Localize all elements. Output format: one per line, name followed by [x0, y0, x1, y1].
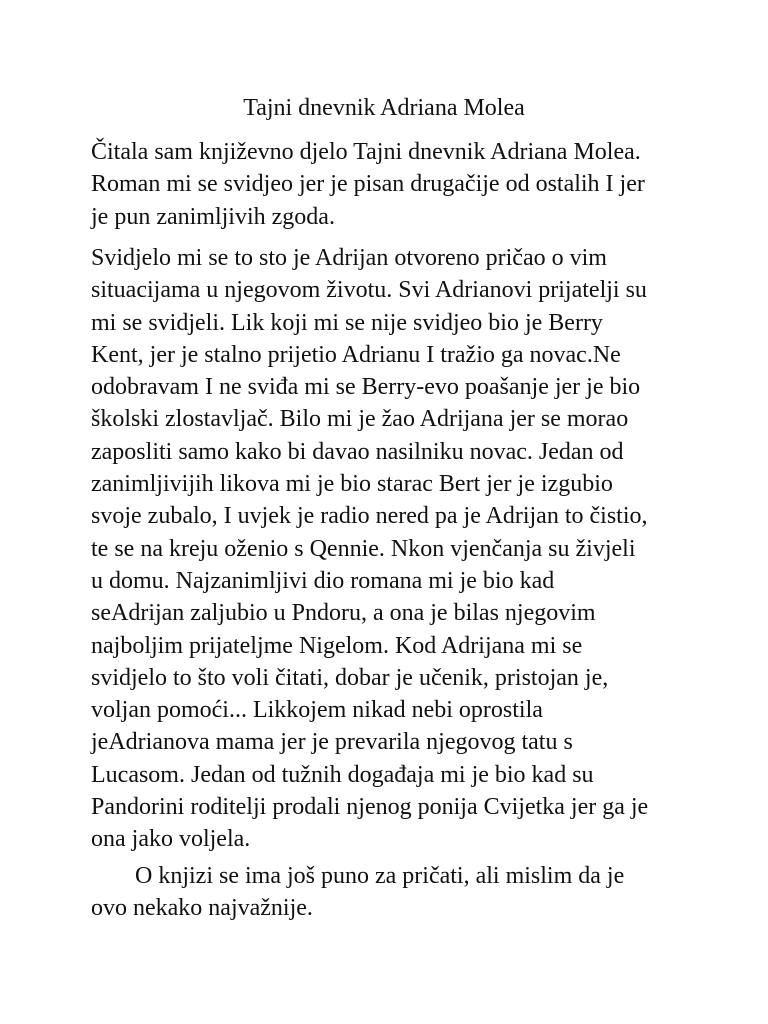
- text-line: Svidjelo mi se to sto je Adrijan otvoreno pričao o vim: [91, 245, 607, 271]
- text-line: Čitala sam književno djelo Tajni dnevnik Adriana Molea.: [91, 139, 641, 165]
- text-line: zanimljivijih likova mi je bio starac Bert jer je izgubio: [91, 471, 613, 498]
- text-line: je pun zanimljivih zgoda.: [91, 203, 335, 230]
- text-line: odobravam I ne sviđa mi se Berry-evo poašanje jer je bio: [91, 374, 641, 401]
- text-line: zaposliti samo kako bi davao nasilniku novac. Jedan od: [91, 438, 624, 465]
- text-line: jeAdrianova mama jer je prevarila njegovog tatu s: [91, 729, 573, 756]
- text-line: voljan pomoći... Likkojem nikad nebi oprostila: [91, 697, 543, 724]
- document-title: Tajni dnevnik Adriana Molea: [243, 95, 525, 121]
- text-line: Pandorini roditelji prodali njenog ponija Cvijetka jer ga je: [91, 794, 649, 821]
- text-line: O knjizi se ima još puno za pričati, ali mislim da je: [135, 863, 625, 889]
- text-line: svoje zubalo, I uvjek je radio nered pa je Adrijan to čistio,: [91, 503, 648, 530]
- text-line: školski zlostavljač. Bilo mi je žao Adrijana jer se morao: [91, 406, 629, 433]
- paragraph-intro: [91, 136, 691, 233]
- text-line: ona jako voljela.: [91, 826, 251, 853]
- paragraph-conclusion: [91, 860, 691, 925]
- text-line: Roman mi se svidjeo jer je pisan drugačije od ostalih I jer: [91, 171, 645, 198]
- text-line: svidjelo to što voli čitati, dobar je učenik, pristojan je,: [91, 664, 609, 691]
- paragraph-body: [91, 242, 691, 856]
- text-line: u domu. Najzanimljivi dio romana mi je bio kad: [91, 567, 555, 594]
- text-line: situacijama u njegovom životu. Svi Adrianovi prijatelji su: [91, 277, 647, 304]
- text-line: najboljim prijateljme Nigelom. Kod Adrijana mi se: [91, 632, 583, 659]
- text-line: te se na kreju oženio s Qennie. Nkon vjenčanja su živjeli: [91, 535, 636, 562]
- text-line: Lucasom. Jedan od tužnih događaja mi je bio kad su: [91, 761, 594, 788]
- text-line: mi se svidjeli. Lik koji mi se nije svidjeo bio je Berry: [91, 309, 603, 336]
- text-line: seAdrijan zaljubio u Pndoru, a ona je bilas njegovim: [91, 600, 596, 627]
- text-line: ovo nekako najvažnije.: [91, 895, 313, 922]
- text-line: Kent, jer je stalno prijetio Adrianu I tražio ga novac.Ne: [91, 341, 621, 368]
